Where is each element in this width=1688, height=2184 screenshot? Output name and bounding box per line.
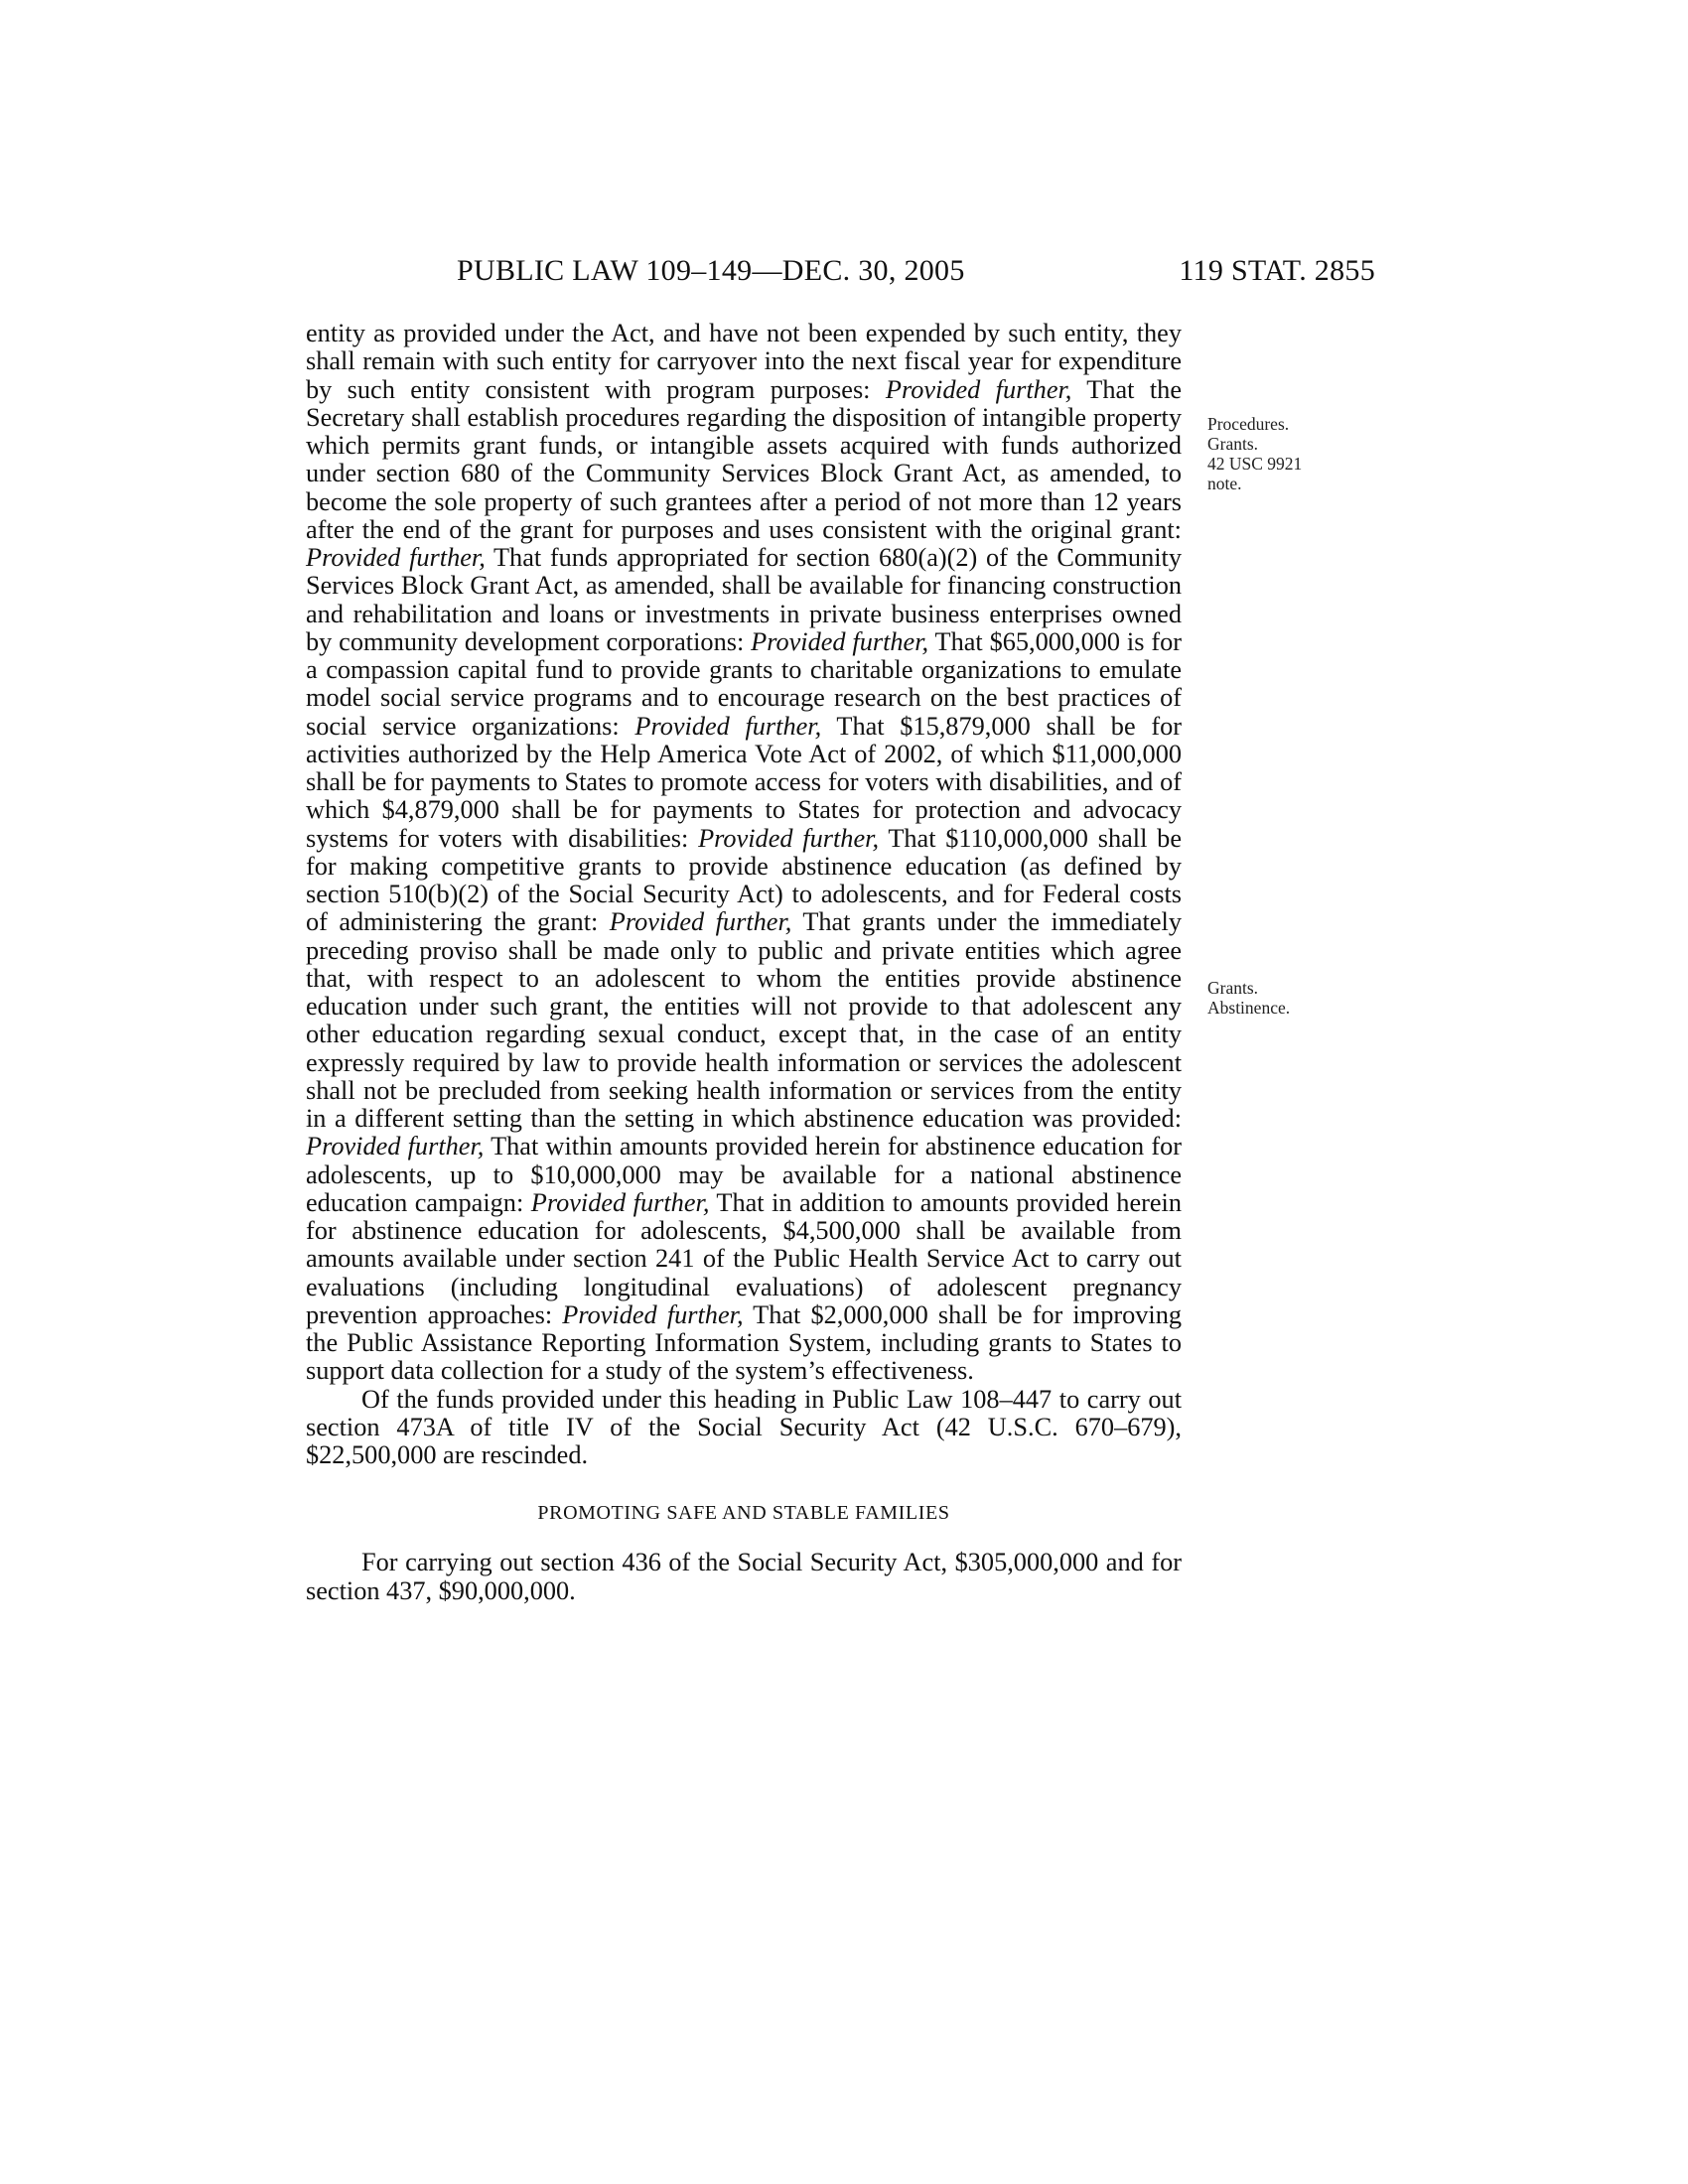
margin-note-line: 42 USC 9921: [1207, 454, 1303, 474]
margin-note-line: Abstinence.: [1207, 998, 1291, 1018]
paragraph-appropriation: For carrying out section 436 of the Social Security Act, $305,000,000 and for section 437, $90,000,000.: [306, 1548, 1182, 1605]
header-title: PUBLIC LAW 109–149—DEC. 30, 2005: [457, 254, 965, 287]
paragraph-rescission: Of the funds provided under this heading in Public Law 108–447 to carry out section 473A of title IV of the Social Security Act (42 U.S.C. 670–679), $22,500,000 are rescinded.: [306, 1384, 1182, 1469]
body-text-column: [306, 320, 1182, 1605]
margin-note-procedures: [1207, 414, 1356, 493]
margin-note-line: Procedures.: [1207, 414, 1290, 434]
section-heading: PROMOTING SAFE AND STABLE FAMILIES: [537, 1502, 950, 1525]
margin-note-line: note.: [1207, 474, 1242, 493]
margin-note-abstinence: [1207, 978, 1356, 1018]
margin-note-line: Grants.: [1207, 434, 1259, 454]
page-header: [457, 254, 1375, 294]
margin-note-line: Grants.: [1207, 978, 1259, 998]
header-page-reference: 119 STAT. 2855: [1179, 254, 1375, 287]
paragraph-provisos: entity as provided under the Act, and have not been expended by such entity, they shall remain with such entity for carryover into the next fiscal year for expenditure by such entity consistent with program purposes: Provided further, That the Secretary shall establish procedures regarding the disposition of intangible property which permits grant funds, or intangible assets acquired with funds authorized under section 680 of the Community Services Block Grant Act, as amended, to become the sole property of such grantees after a period of not more than 12 years after the end of the grant for purposes and uses consistent with the original grant: Provided further, That funds appropriated for section 680(a)(2) of the Community Services Block Grant Act, as amended, shall be available for financing construction and rehabilitation and loans or investments in private business enterprises owned by community development corporations: Provided further, That $65,000,000 is for a compassion capital fund to provide grants to charitable organizations to emulate model social service programs and to encourage research on the best practices of social service organizations: Provided further, That $15,879,000 shall be for activities authorized by the Help America Vote Act of 2002, of which $11,000,000 shall be for payments to States to promote access for voters with disabilities, and of which $4,879,000 shall be for payments to States for protection and advocacy systems for voters with disabilities: Provided further, That $110,000,000 shall be for making competitive grants to provide abstinence education (as defined by section 510(b)(2) of the Social Security Act) to adolescents, and for Federal costs of administering the grant: Provided further, That grants under the immediately preceding proviso shall be made only to public and private entities which agree that, with respect to an adolescent to whom the entities provide abstinence education under such grant, the entities will not provide to that adolescent any other education regarding sexual conduct, except that, in the case of an entity expressly required by law to provide health information or services the adolescent shall not be precluded from seeking health information or services from the entity in a different setting than the setting in which abstinence education was provided: Provided further, That within amounts provided herein for abstinence education for adolescents, up to $10,000,000 may be available for a national abstinence education campaign: Provided further, That in addition to amounts provided herein for abstinence education for adolescents, $4,500,000 shall be available from amounts available under section 241 of the Public Health Service Act to carry out evaluations (including longitudinal evaluations) of adolescent pregnancy prevention approaches: Provided further, That $2,000,000 shall be for improving the Public Assistance Reporting Information System, including grants to States to support data collection for a study of the system’s effectiveness.: [306, 319, 1183, 1386]
